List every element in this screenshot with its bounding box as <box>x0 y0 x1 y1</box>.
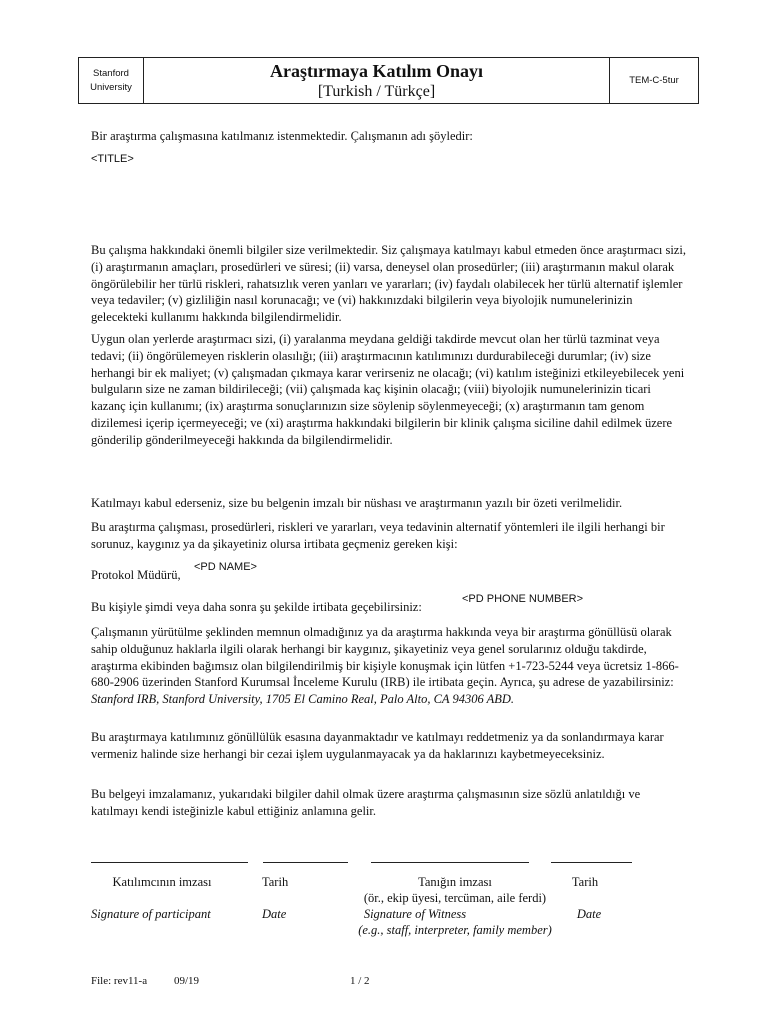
participant-signature-line <box>91 862 248 863</box>
pd-phone-placeholder: <PD PHONE NUMBER> <box>462 593 584 605</box>
intro-text: Bir araştırma çalışmasına katılmanız istenmektedir. Çalışmanın adı şöyledir: <box>91 129 473 143</box>
witness-note-en: (e.g., staff, interpreter, family member) <box>358 923 552 937</box>
pd-name-placeholder: <PD NAME> <box>194 561 257 573</box>
participant-date-label-en: Date <box>262 907 287 921</box>
form-code-cell <box>609 58 698 103</box>
paragraph-contact-person: Bu araştırma çalışması, prosedürleri, riskleri ve yararları, veya tedavinin alternatif yöntemleri ile ilgili herhangi bir sorunuz, kaygınız ya da şikayetiniz olursa irtibata geçmeniz gereken kişi: <box>91 520 665 551</box>
paragraph-voluntary: Bu araştırmaya katılımınız gönüllülük esasına dayanmaktadır ve katılmayı reddetmeniz ya da sonlandırmaya karar vermeniz halinde size herhangi bir cezai işlem uygulanmayacak ya da haklarınızı kaybetmeyeceksiniz. <box>91 730 664 761</box>
document-title: Araştırmaya Katılım Onayı <box>270 60 483 81</box>
document-language: [Turkish / Türkçe] <box>317 82 436 100</box>
paragraph-copy-notice: Katılmayı kabul ederseniz, size bu belgenin imzalı bir nüshası ve araştırmanın yazılı bir özeti verilmelidir. <box>91 496 623 510</box>
title-cell <box>144 58 609 103</box>
contact-label: Bu kişiyle şimdi veya daha sonra şu şekilde irtibata geçebilirsiniz: <box>91 600 422 614</box>
title-placeholder: <TITLE> <box>91 153 134 165</box>
witness-date-label-tr: Tarih <box>571 875 599 889</box>
witness-signature-label-tr: Tanığın imzası <box>418 875 492 889</box>
footer-file: File: rev11-a <box>91 975 148 987</box>
institution-line-2: University <box>90 81 132 93</box>
protocol-director-label: Protokol Müdürü, <box>91 568 181 582</box>
institution-line-1: Stanford <box>93 67 129 79</box>
footer-date: 09/19 <box>174 975 200 987</box>
paragraph-irb-contact <box>91 624 687 708</box>
page-number: 1 / 2 <box>350 975 370 987</box>
header-box <box>78 57 699 104</box>
irb-contact-text: Çalışmanın yürütülme şeklinden memnun olmadığınız ya da araştırma hakkında veya bir araştırma gönüllüsü olarak sahip olduğunuz haklarla ilgili olarak herhangi bir kaygınız, şikayetiniz veya genel sorularınız olduğu takdirde, araştırma ekibinden bağımsız olan bilgilendirilmiş bir kişiyle konuşmak için lütfen +1-723-5244 veya ücretsiz 1-866-680-2906 üzerinden Stanford Kurumsal İnceleme Kurulu (IRB) ile irtibata geçin. Ayrıca, şu adrese de yazabilirsiniz: <box>91 625 679 690</box>
witness-date-line <box>551 862 632 863</box>
participant-signature-label-en: Signature of participant <box>91 907 211 921</box>
witness-note-tr: (ör., ekip üyesi, tercüman, aile ferdi) <box>363 891 547 905</box>
participant-date-line <box>263 862 348 863</box>
paragraph-key-information: Bu çalışma hakkındaki önemli bilgiler size verilmektedir. Siz çalışmaya katılmayı kabul etmeden önce araştırmacı sizi, (i) araştırmanın amaçları, prosedürleri ve süresi; (ii) varsa, deneysel olan prosedürler; (iii) araştırmanın makul olarak öngörülebilir her türlü riskleri, rahatsızlık veren yanları ve yararları; (iv) faydalı olabilecek her türlü alternatif işlemler veya tedaviler; (v) gizliliğin nasıl korunacağı; ve (vi) hakkınızdaki bilgilerin veya biyolojik numunelerinizin gelecekteki kullanımı hakkında bilgilendirmelidir. <box>91 243 686 325</box>
institution-cell <box>79 58 144 103</box>
form-code: TEM-C-5tur <box>629 75 679 86</box>
paragraph-signature-meaning: Bu belgeyi imzalamanız, yukarıdaki bilgiler dahil olmak üzere araştırma çalışmasının size sözlü anlatıldığı ve katılmayı kendi isteğinizle kabul ettiğiniz anlamına gelir. <box>91 787 641 818</box>
witness-signature-label-en: Signature of Witness <box>363 907 467 921</box>
witness-date-label-en: Date <box>576 907 602 921</box>
participant-signature-label-tr: Katılımcının imzası <box>112 875 212 889</box>
paragraph-additional-information: Uygun olan yerlerde araştırmacı sizi, (i) yaralanma meydana geldiği takdirde mevcut olan her türlü tazminat veya tedavi; (ii) öngörülemeyen risklerin olasılığı; (iii) araştırmacının katılımınızı durdurabileceği durumlar; (iv) size herhangi bir ek maliyet; (v) çalışmadan çıkmaya karar verirseniz ne olacağı; (vi) katılım isteğinizi etkileyebilecek yeni bulguların size ne zaman bildirileceği; (vii) çalışmada kaç kişinin olacağı; (viii) biyolojik numunelerinizin ticari kazanç için kullanımı; (ix) araştırma sonuçlarınızın size söylenip söylenmeyeceği; (x) araştırmanın tam genom dizilemesi içerip içermeyeceği; ve (xi) araştırma hakkındaki bilgilerin bir klinik çalışma siciline dahil edilmek üzere gönderilip gönderilmeyeceği hakkında da bilgilendirmelidir. <box>91 332 685 447</box>
participant-date-label-tr: Tarih <box>262 875 289 889</box>
irb-address: Stanford IRB, Stanford University, 1705 El Camino Real, Palo Alto, CA 94306 ABD. <box>91 692 515 707</box>
witness-signature-line <box>371 862 529 863</box>
